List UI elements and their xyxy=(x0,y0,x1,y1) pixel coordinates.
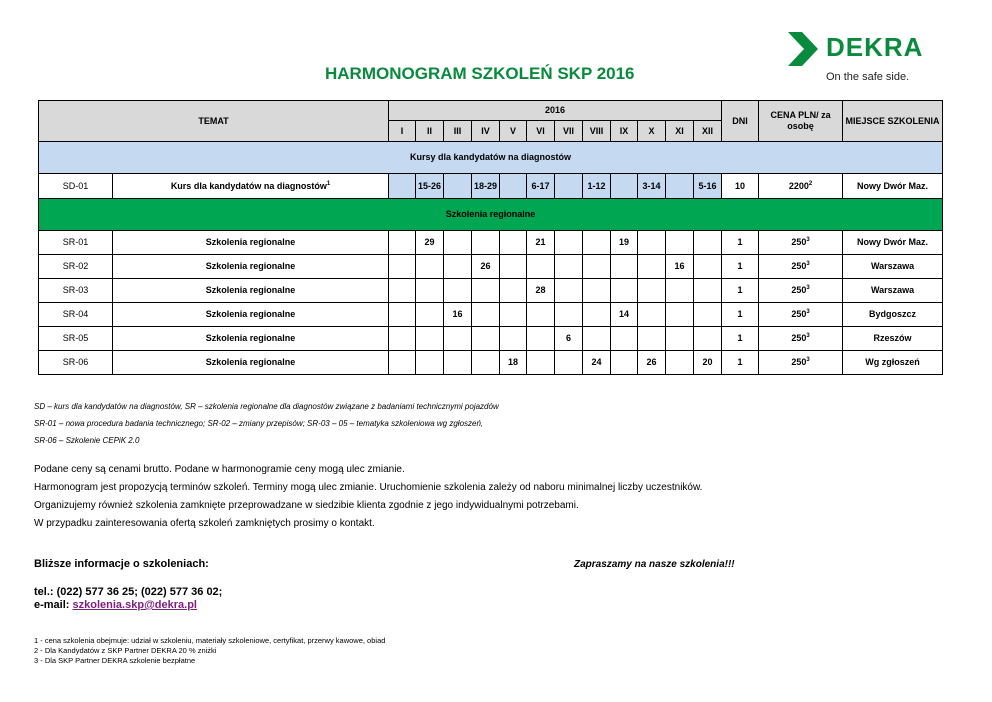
month-cell xyxy=(583,327,611,351)
month-cell xyxy=(611,351,638,375)
month-cell xyxy=(500,231,527,255)
month-cell xyxy=(694,231,722,255)
row-place: Warszawa xyxy=(843,255,943,279)
month-cell xyxy=(611,255,638,279)
month-cell xyxy=(500,327,527,351)
month-cell: 3-14 xyxy=(638,174,666,199)
header-month: III xyxy=(444,121,472,142)
row-days: 1 xyxy=(722,303,759,327)
month-cell xyxy=(500,255,527,279)
row-days: 1 xyxy=(722,279,759,303)
month-cell: 26 xyxy=(638,351,666,375)
month-cell xyxy=(527,327,555,351)
month-cell xyxy=(694,255,722,279)
month-cell xyxy=(666,351,694,375)
month-cell xyxy=(555,303,583,327)
row-place: Warszawa xyxy=(843,279,943,303)
footnote-marker: 3 xyxy=(806,333,810,339)
footnote: 3 - Dla SKP Partner DEKRA szkolenie bezpłatne xyxy=(34,656,196,665)
month-cell xyxy=(472,231,500,255)
month-cell xyxy=(638,255,666,279)
footnote-marker: 1 xyxy=(326,180,331,187)
row-days: 1 xyxy=(722,255,759,279)
row-place: Rzeszów xyxy=(843,327,943,351)
row-code: SR-03 xyxy=(39,279,113,303)
month-cell xyxy=(555,351,583,375)
month-cell xyxy=(555,174,583,199)
row-price: $250^3$ xyxy=(759,231,843,255)
month-cell xyxy=(666,174,694,199)
footnotes xyxy=(34,636,385,666)
footnote-marker: 3 xyxy=(806,285,810,291)
month-cell xyxy=(444,279,472,303)
row-days: 1 xyxy=(722,231,759,255)
note-line: SR-06 – Szkolenie CEPiK 2.0 xyxy=(34,436,140,445)
table-row xyxy=(39,231,943,255)
header-topic: TEMAT xyxy=(39,101,389,142)
header-month: X xyxy=(638,121,666,142)
month-cell: 14 xyxy=(611,303,638,327)
month-cell xyxy=(583,231,611,255)
month-cell: 6 xyxy=(555,327,583,351)
row-name: Szkolenia regionalne xyxy=(113,351,389,375)
email-link[interactable]: szkolenia.skp@dekra.pl xyxy=(72,599,197,611)
table-row xyxy=(39,351,943,375)
row-name: Szkolenia regionalne xyxy=(113,255,389,279)
header-month: V xyxy=(500,121,527,142)
row-code: SR-04 xyxy=(39,303,113,327)
row-days: 1 xyxy=(722,327,759,351)
header-year: 2016 xyxy=(389,101,722,121)
month-cell xyxy=(389,303,416,327)
month-cell: 1-12 xyxy=(583,174,611,199)
footnote-marker: 3 xyxy=(806,237,810,243)
month-cell xyxy=(611,327,638,351)
month-cell xyxy=(416,279,444,303)
month-cell xyxy=(583,255,611,279)
month-cell xyxy=(555,279,583,303)
month-cell xyxy=(638,303,666,327)
month-cell: 29 xyxy=(416,231,444,255)
month-cell xyxy=(527,351,555,375)
month-cell xyxy=(666,279,694,303)
row-price: $250^3$ xyxy=(759,303,843,327)
logo-tagline: On the safe side. xyxy=(826,71,910,83)
row-name: Szkolenia regionalne xyxy=(113,231,389,255)
header-month: II xyxy=(416,121,444,142)
month-cell xyxy=(389,351,416,375)
month-cell xyxy=(500,279,527,303)
month-cell xyxy=(638,231,666,255)
month-cell xyxy=(416,327,444,351)
footnote: 2 - Dla Kandydatów z SKP Partner DEKRA 20 % zniżki xyxy=(34,646,217,655)
month-cell xyxy=(666,327,694,351)
month-cell xyxy=(527,303,555,327)
header-price: CENA PLN/ za osobę xyxy=(759,101,843,142)
month-cell xyxy=(583,279,611,303)
month-cell xyxy=(389,231,416,255)
month-cell xyxy=(555,231,583,255)
page-title: HARMONOGRAM SZKOLEŃ SKP 2016 xyxy=(325,64,635,83)
invite-text: Zapraszamy na nasze szkolenia!!! xyxy=(574,559,735,570)
month-cell: 15-26 xyxy=(416,174,444,199)
month-cell: 16 xyxy=(444,303,472,327)
row-name: Szkolenia regionalne xyxy=(113,327,389,351)
month-cell: 5-16 xyxy=(694,174,722,199)
row-code: SR-06 xyxy=(39,351,113,375)
month-cell xyxy=(583,303,611,327)
dekra-logo xyxy=(786,30,926,90)
row-place: Bydgoszcz xyxy=(843,303,943,327)
header-month: I xyxy=(389,121,416,142)
row-price: $250^3$ xyxy=(759,327,843,351)
row-name: Szkolenia regionalne xyxy=(113,279,389,303)
month-cell xyxy=(444,255,472,279)
table-row xyxy=(39,255,943,279)
row-price: $250^3$ xyxy=(759,351,843,375)
row-code: SR-01 xyxy=(39,231,113,255)
footnote: 1 - cena szkolenia obejmuje: udział w szkoleniu, materiały szkoleniowe, certyfikat, przerwy kawowe, obiad xyxy=(34,636,386,645)
abbreviation-notes xyxy=(34,401,499,452)
info-line: Podane ceny są cenami brutto. Podane w harmonogramie ceny mogą ulec zmianie. xyxy=(34,464,405,475)
header-row-1 xyxy=(39,101,943,121)
month-cell xyxy=(638,279,666,303)
footnote-marker: 3 xyxy=(806,309,810,315)
month-cell xyxy=(389,174,416,199)
month-cell xyxy=(444,174,472,199)
month-cell xyxy=(638,327,666,351)
table-row xyxy=(39,303,943,327)
regional-rows xyxy=(39,231,943,375)
footnote-marker: 2 xyxy=(808,180,813,187)
month-cell xyxy=(444,327,472,351)
logo-brand: DEKRA xyxy=(826,32,924,62)
month-cell xyxy=(444,351,472,375)
month-cell xyxy=(694,279,722,303)
month-cell xyxy=(666,231,694,255)
note-line: SD – kurs dla kandydatów na diagnostów, SR – szkolenia regionalne dla diagnostów związane z badaniami technicznymi pojazdów xyxy=(34,402,499,411)
month-cell xyxy=(389,255,416,279)
row-place: Nowy Dwór Maz. xyxy=(843,231,943,255)
row-code: SR-02 xyxy=(39,255,113,279)
row-code: SD-01 xyxy=(39,174,113,199)
schedule-table xyxy=(38,100,943,375)
header-month: VII xyxy=(555,121,583,142)
row-price: $250^3$ xyxy=(759,279,843,303)
section-row xyxy=(39,142,943,174)
month-cell xyxy=(555,255,583,279)
info-line: W przypadku zainteresowania ofertą szkoleń zamkniętych prosimy o kontakt. xyxy=(34,518,375,529)
month-cell: 20 xyxy=(694,351,722,375)
month-cell xyxy=(472,327,500,351)
month-cell xyxy=(611,279,638,303)
header-month: XI xyxy=(666,121,694,142)
month-cell: 28 xyxy=(527,279,555,303)
month-cell xyxy=(500,174,527,199)
row-place: Nowy Dwór Maz. xyxy=(843,174,943,199)
info-line: Harmonogram jest propozycją terminów szkoleń. Terminy mogą ulec zmianie. Uruchomienie szkolenia zależy od naboru minimalnej liczby uczestników. xyxy=(34,482,703,493)
note-line: SR-01 – nowa procedura badania technicznego; SR-02 – zmiany przepisów; SR-03 – 05 – tematyka szkoleniowa wg zgłoszeń, xyxy=(34,419,484,428)
section-candidates: Kursy dla kandydatów na diagnostów xyxy=(39,142,943,174)
row-name: Kurs dla kandydatów na diagnostów$^1$ xyxy=(113,174,389,199)
month-cell xyxy=(444,231,472,255)
month-cell xyxy=(527,255,555,279)
section-regional: Szkolenia regionalne xyxy=(39,199,943,231)
contact-heading: Bliższe informacje o szkoleniach: xyxy=(34,558,209,570)
section-row xyxy=(39,199,943,231)
month-cell: 24 xyxy=(583,351,611,375)
month-cell: 16 xyxy=(666,255,694,279)
row-days: 1 xyxy=(722,351,759,375)
month-cell xyxy=(416,303,444,327)
header-place: MIEJSCE SZKOLENIA xyxy=(843,101,943,142)
header-month: IV xyxy=(472,121,500,142)
row-price: $250^3$ xyxy=(759,255,843,279)
month-cell: 6-17 xyxy=(527,174,555,199)
row-code: SR-05 xyxy=(39,327,113,351)
header-month: IX xyxy=(611,121,638,142)
header-month: VI xyxy=(527,121,555,142)
month-cell xyxy=(416,255,444,279)
table-row xyxy=(39,174,943,199)
info-block xyxy=(34,464,702,536)
email-label: e-mail: xyxy=(34,599,70,611)
footnote-marker: 3 xyxy=(806,357,810,363)
footnote-marker: 3 xyxy=(806,261,810,267)
header-month: XII xyxy=(694,121,722,142)
month-cell: 19 xyxy=(611,231,638,255)
table-row xyxy=(39,279,943,303)
row-name: Szkolenia regionalne xyxy=(113,303,389,327)
month-cell xyxy=(694,303,722,327)
month-cell: 18 xyxy=(500,351,527,375)
month-cell xyxy=(694,327,722,351)
month-cell xyxy=(389,279,416,303)
table-row xyxy=(39,327,943,351)
contact-email-row xyxy=(34,599,197,611)
contact-phone: tel.: (022) 577 36 25; (022) 577 36 02; xyxy=(34,586,223,598)
dekra-logo-mark-icon xyxy=(786,30,820,68)
month-cell xyxy=(611,174,638,199)
month-cell: 26 xyxy=(472,255,500,279)
row-place: Wg zgłoszeń xyxy=(843,351,943,375)
month-cell xyxy=(472,303,500,327)
header-month: VIII xyxy=(583,121,611,142)
row-price: 2200$^2$ xyxy=(759,174,843,199)
row-days: 10 xyxy=(722,174,759,199)
month-cell xyxy=(389,327,416,351)
month-cell: 18-29 xyxy=(472,174,500,199)
month-cell xyxy=(416,351,444,375)
month-cell xyxy=(666,303,694,327)
header-days: DNI xyxy=(722,101,759,142)
month-cell xyxy=(472,279,500,303)
month-cell xyxy=(500,303,527,327)
info-line: Organizujemy również szkolenia zamknięte przeprowadzane w siedzibie klienta zgodnie z jego indywidualnymi potrzebami. xyxy=(34,500,579,511)
month-cell: 21 xyxy=(527,231,555,255)
month-cell xyxy=(472,351,500,375)
